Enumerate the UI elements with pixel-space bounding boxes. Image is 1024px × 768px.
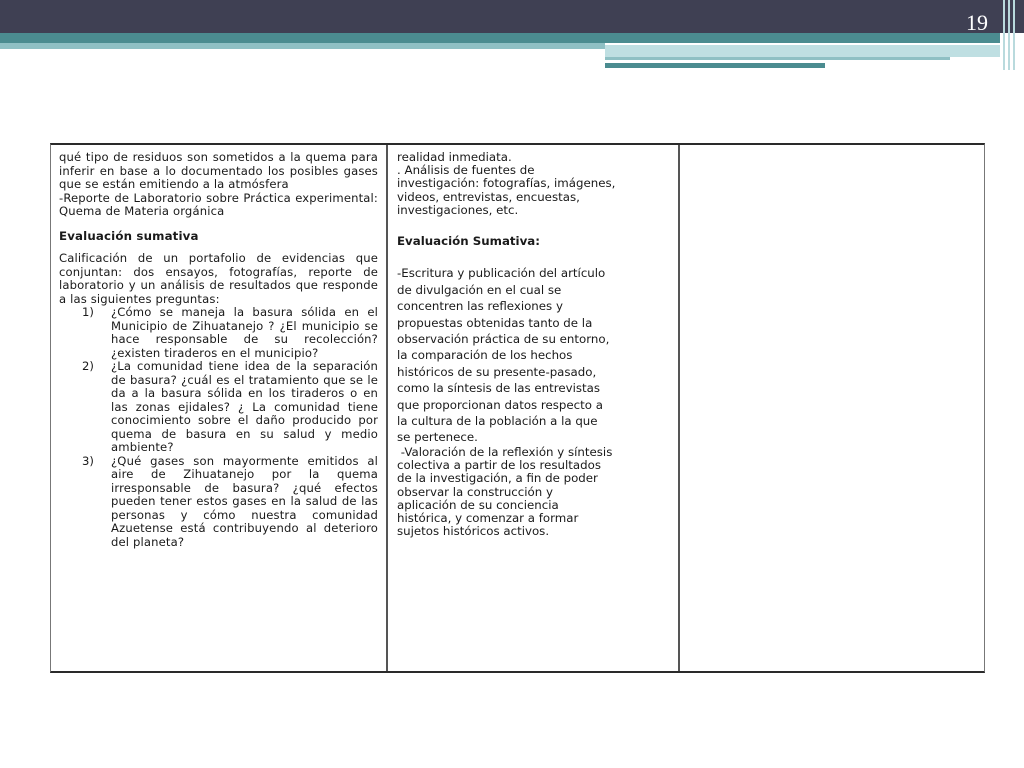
text-line: histórica, y comenzar a formar bbox=[397, 510, 579, 525]
text-line: . Análisis de fuentes de bbox=[397, 163, 535, 178]
header-accent-stripe bbox=[0, 33, 1000, 43]
col1-heading-evaluacion-sumativa: Evaluación sumativa bbox=[59, 228, 199, 243]
col2-valoracion bbox=[397, 446, 670, 538]
evaluation-table bbox=[50, 143, 985, 673]
text-line: observación práctica de su entorno, bbox=[397, 332, 610, 347]
text-line: aplicación de su conciencia bbox=[397, 497, 559, 512]
text-line: sujetos históricos activos. bbox=[397, 524, 550, 539]
spacer bbox=[397, 217, 670, 233]
table-column-1 bbox=[51, 145, 388, 671]
col2-intro bbox=[397, 151, 670, 217]
text-line: investigaciones, etc. bbox=[397, 202, 519, 217]
text-line: que proporcionan datos respecto a bbox=[397, 397, 603, 412]
col2-escritura bbox=[397, 265, 670, 445]
question-number: 3) bbox=[82, 453, 94, 468]
text-line: la cultura de la población a la que bbox=[397, 414, 598, 429]
text-line: investigación: fotografías, imágenes, bbox=[397, 176, 616, 191]
text-line: -Valoración de la reflexión y síntesis bbox=[397, 444, 613, 459]
text-line: como la síntesis de las entrevistas bbox=[397, 381, 601, 396]
col1-lab-report: -Reporte de Laboratorio sobre Práctica experimental: Quema de Materia orgánica bbox=[59, 190, 378, 218]
header-accent-stripe bbox=[605, 63, 825, 68]
text-line: propuestas obtenidas tanto de la bbox=[397, 315, 593, 330]
text-line: realidad inmediata. bbox=[397, 150, 512, 164]
list-item bbox=[59, 360, 378, 455]
list-item bbox=[59, 455, 378, 550]
question-number: 1) bbox=[82, 305, 94, 319]
spacer bbox=[397, 249, 670, 265]
question-text: ¿Cómo se maneja la basura sólida en el Municipio de Zihuatanejo ? ¿El municipio se hace responsable de su recolección? ¿existen tiraderos en el municipio? bbox=[111, 305, 378, 360]
header-accent-stripe bbox=[0, 43, 605, 49]
text-line: colectiva a partir de los resultados bbox=[397, 458, 601, 473]
col2-heading-evaluacion-sumativa: Evaluación Sumativa: bbox=[397, 234, 540, 249]
text-line: se pertenece. bbox=[397, 430, 478, 445]
question-text: ¿La comunidad tiene idea de la separación de basura? ¿cuál es el tratamiento que se le da a la basura sólida en los tiraderos o en las zonas ejidales? ¿ La comunidad tiene conocimiento sobre el daño producido por quema de basura en su salud y medio ambiente? bbox=[111, 359, 378, 454]
text-line: concentren las reflexiones y bbox=[397, 299, 563, 314]
text-line: de la investigación, a fin de poder bbox=[397, 471, 598, 486]
header-accent-bar bbox=[1008, 0, 1010, 70]
text-line: la comparación de los hechos bbox=[397, 348, 573, 363]
header-accent-bar bbox=[1013, 0, 1015, 70]
page-number: 19 bbox=[966, 10, 988, 35]
text-line: históricos de su presente-pasado, bbox=[397, 364, 597, 379]
question-text: ¿Qué gases son mayormente emitidos al aire de Zihuatanejo por la quema irresponsable de basura? ¿qué efectos pueden tener estos gases en la salud de las personas y cómo nuestra comunidad Azuetense está contribuyendo al deterioro del planeta? bbox=[111, 453, 378, 549]
text-line: -Escritura y publicación del artículo bbox=[397, 266, 606, 281]
text-line: de divulgación en el cual se bbox=[397, 282, 562, 297]
col1-calificacion: Calificación de un portafolio de evidencias que conjuntan: dos ensayos, fotografías, reporte de laboratorio y un análisis de resultados que responde a las siguientes preguntas: bbox=[59, 251, 378, 306]
header-accent-stripe bbox=[605, 45, 1000, 57]
header-accent-bar bbox=[1003, 0, 1005, 70]
text-line: observar la construcción y bbox=[397, 484, 553, 499]
question-list bbox=[59, 306, 378, 549]
question-number: 2) bbox=[82, 359, 94, 373]
slide-header-band bbox=[0, 0, 1024, 33]
text-line: videos, entrevistas, encuestas, bbox=[397, 189, 580, 204]
list-item bbox=[59, 306, 378, 360]
table-column-2 bbox=[388, 145, 680, 671]
col1-intro: qué tipo de residuos son sometidos a la quema para inferir en base a lo documentado los posibles gases que se están emitiendo a la atmósfera bbox=[59, 150, 378, 191]
table-column-3-empty bbox=[680, 145, 984, 671]
header-accent-stripe bbox=[605, 57, 950, 60]
